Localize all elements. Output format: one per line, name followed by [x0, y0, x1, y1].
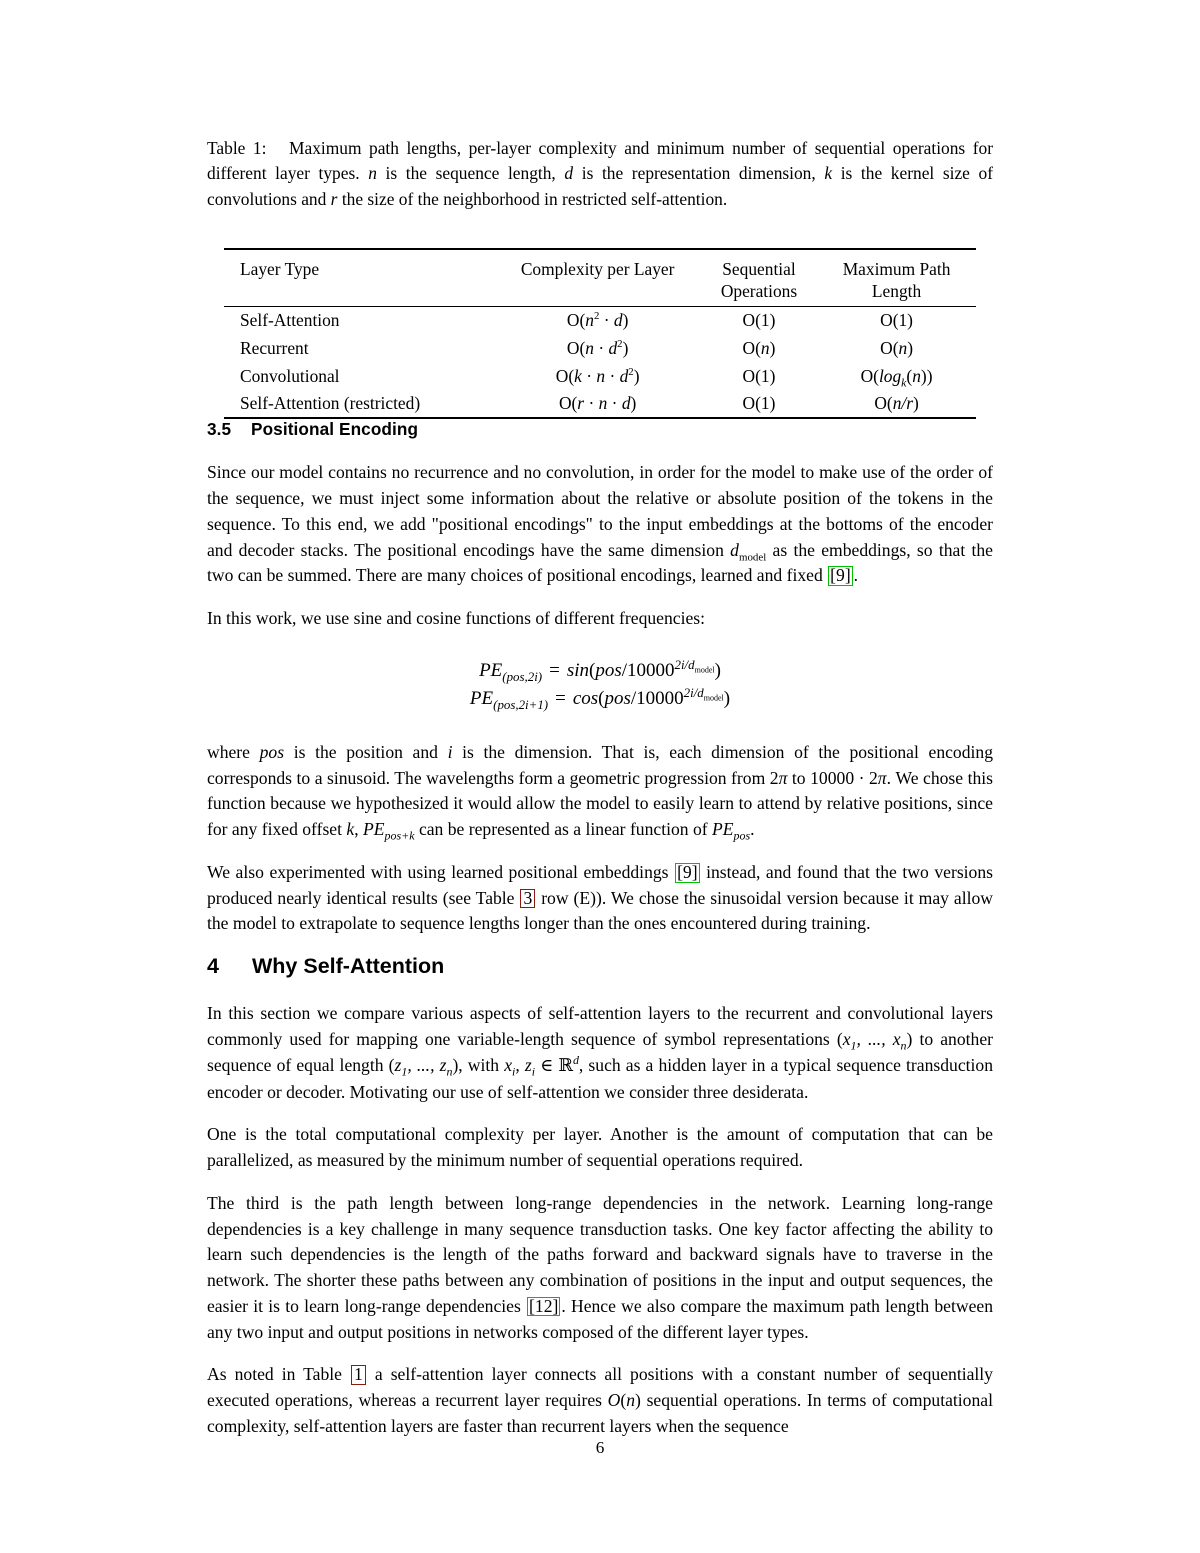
- para-text: .: [750, 819, 755, 840]
- para-text: One is the total computational complexity per layer. Another is the amount of computation that can be parallelized, as measured by the minimum number of sequential operations required.: [207, 1124, 993, 1171]
- table-header: [224, 249, 976, 306]
- table-1-caption: [207, 136, 993, 212]
- table-reference-number: 3: [523, 887, 533, 908]
- cell-sequential-ops: O(n): [742, 337, 776, 358]
- symbol-r: r: [330, 188, 338, 209]
- symbol-pe-pos-k: PE: [363, 819, 385, 840]
- para-text: ,: [354, 819, 359, 840]
- header-sequential-line1: Sequential: [722, 259, 796, 280]
- equation-pe-odd: $PE_{(pos,2i+1)} = \cos(pos/10000^{2i/d_{model}})$: [469, 684, 731, 712]
- symbol-z-sequence: ($z_1$, ..., $z_n$): [388, 1054, 459, 1079]
- table-1-wrapper: [207, 248, 993, 419]
- para-text: can be represented as a linear function of: [418, 819, 708, 840]
- cell-max-path-length: O(n/r): [874, 393, 919, 414]
- para-text: In this work, we use sine and cosine functions of different frequencies:: [207, 608, 706, 629]
- cell-sequential-ops: O(1): [742, 365, 776, 386]
- cell-complexity: $O(n^2 \cdot d)$: [566, 310, 629, 331]
- citation-number: 9: [836, 565, 845, 586]
- citation-number: 9: [682, 861, 692, 882]
- symbol-k-offset: k: [346, 819, 355, 840]
- heading-section-4: [207, 954, 993, 979]
- para-text: where: [207, 741, 250, 762]
- symbol-pos: pos: [259, 741, 285, 762]
- symbol-pe-pos: PE: [712, 819, 734, 840]
- para-text: is the dimension. That is, each dimension of the positional encoding corresponds to a sinusoid. The wavelengths form a geometric progression from: [207, 741, 993, 788]
- para-text: . We chose this function because we hypothesized it would allow the model to easily learn to attend by relative positions, since for any fixed offset: [207, 767, 994, 840]
- para-text: .: [853, 565, 859, 586]
- section-3-5-number: 3.5: [207, 419, 232, 440]
- symbol-i: i: [447, 741, 453, 762]
- symbol-2pi: 2π: [769, 767, 788, 788]
- table-caption-text-2: is the sequence length,: [385, 163, 556, 184]
- cell-sequential-ops: O(1): [742, 310, 776, 331]
- cell-layer-type: Self-Attention: [240, 310, 340, 331]
- table-caption-text-1: Maximum path lengths, per-layer complexity and minimum number of sequential operations for different layer types.: [207, 138, 994, 184]
- para-text: as the embeddings, so that the two can be summed. There are many choices of positional encodings, learned and fixed: [207, 539, 993, 586]
- symbol-pe-pos-sub: pos: [733, 828, 751, 843]
- symbol-10000-2pi: 10000 · 2π: [810, 767, 887, 788]
- header-layer-type: Layer Type: [240, 259, 320, 280]
- symbol-n: n: [368, 163, 377, 184]
- table-row: [224, 334, 976, 362]
- cell-complexity: $O(n \cdot d^2)$: [566, 337, 629, 358]
- cell-sequential-ops: O(1): [742, 393, 776, 414]
- para-text: to another sequence of equal length: [207, 1028, 993, 1075]
- para-text: row (E)). We chose the sinusoidal version because it may allow the model to extrapolate to sequence lengths longer than the ones encountered during training.: [207, 887, 993, 934]
- para-text: In this section we compare various aspects of self-attention layers to the recurrent and convolutional layers commonly used for mapping one variable-length sequence of symbol representations: [207, 1003, 993, 1049]
- cell-complexity: O(r · n · d): [558, 393, 637, 414]
- cell-max-path-length: O(1): [880, 310, 913, 331]
- para-text: to: [791, 767, 806, 788]
- citation-link-12[interactable]: [12]: [529, 1295, 559, 1316]
- para-text: instead, and found that the two versions produced nearly identical results (see Table: [207, 861, 993, 908]
- page-content: [207, 136, 993, 1440]
- heading-section-3-5: [207, 419, 993, 440]
- para-text: . Hence we also compare the maximum path length between any two input and output positions in networks composed of the different layer types.: [207, 1295, 993, 1342]
- para-text: , with: [458, 1054, 500, 1075]
- cell-layer-type: Recurrent: [240, 337, 309, 358]
- para-text: sequential operations. In terms of computational complexity, self-attention layers are faster than recurrent layers when the sequence: [207, 1390, 993, 1436]
- table-header-row: [224, 249, 976, 306]
- symbol-d: d: [564, 163, 574, 184]
- section-3-5-title: Positional Encoding: [251, 419, 419, 440]
- header-complexity-per-layer: Complexity per Layer: [520, 259, 675, 280]
- table-body: [224, 306, 976, 418]
- cell-complexity: $O(k \cdot n \cdot d^2)$: [555, 365, 640, 386]
- table-caption-text-3: is the representation dimension,: [581, 163, 816, 184]
- header-sequential-line2: Operations: [720, 281, 798, 302]
- cell-max-path-length: $O(\log_k(n))$: [860, 365, 933, 389]
- symbol-pe-pos-k-sub: pos+k: [384, 828, 415, 843]
- table-1: [224, 248, 976, 419]
- symbol-d-model-subscript: model: [738, 551, 767, 564]
- paragraph-section-4-intro: [207, 1001, 993, 1105]
- para-text: The third is the path length between long-range dependencies in the network. Learning long-range dependencies is a key challenge in many sequence transduction tasks. One key factor affecting the ability to learn such dependencies is the length of the paths forward and backward signals have to traverse in the network. The shorter these paths between any combination of positions in the input and output sequences, the easier it is to learn long-range dependencies: [207, 1192, 993, 1316]
- section-4-number: 4: [207, 954, 219, 979]
- table-caption-label: Table 1:: [207, 138, 267, 158]
- table-reference-link-1[interactable]: [351, 1365, 366, 1385]
- para-text: We also experimented with using learned positional embeddings: [207, 861, 669, 882]
- page-number: 6: [595, 1438, 605, 1457]
- header-sequential-operations: [701, 249, 817, 306]
- table-reference-link-3[interactable]: [520, 889, 535, 909]
- citation-number: 12: [534, 1295, 553, 1316]
- paragraph-path-length: [207, 1191, 993, 1346]
- para-text: Since our model contains no recurrence and no convolution, in order for the model to make use of the order of the sequence, we must inject some information about the relative or absolute position of the tokens in the sequence. To this end, we add "positional encodings" to the input embeddings at the bottoms of the encoder and decoder stacks. The positional encodings have the same dimension: [207, 462, 993, 560]
- symbol-k: k: [824, 163, 833, 184]
- paragraph-sine-cosine: [207, 606, 993, 632]
- symbol-x-sequence: ($x_1$, ..., $x_n$): [836, 1028, 913, 1053]
- cell-layer-type: Convolutional: [240, 365, 340, 386]
- symbol-d-model: d: [730, 539, 739, 560]
- paragraph-computational-complexity: [207, 1122, 993, 1174]
- paragraph-as-noted-in-table: [207, 1362, 993, 1439]
- cell-max-path-length: O(n): [880, 337, 913, 358]
- table-row: [224, 390, 976, 419]
- symbol-xi-zi-in-Rd: $x_i$, $z_i$ ∈ ℝ$^d$: [504, 1052, 579, 1079]
- paragraph-where-pos: [207, 740, 993, 843]
- para-text: a self-attention layer connects all positions with a constant number of sequentially executed operations, whereas a recurrent layer requires: [207, 1364, 993, 1411]
- table-caption-text-4: is the kernel size of convolutions and: [207, 163, 993, 209]
- paragraph-positional-encoding-intro: [207, 460, 993, 589]
- paragraph-learned-embeddings: [207, 860, 993, 937]
- equation-block-positional-encoding: [207, 656, 993, 712]
- table-reference-number: 1: [354, 1364, 363, 1385]
- citation-link-9[interactable]: [9]: [677, 861, 698, 882]
- section-4-title: Why Self-Attention: [252, 954, 445, 979]
- table-caption-text-5: the size of the neighborhood in restricted self-attention.: [341, 188, 728, 209]
- para-text: As noted in Table: [207, 1364, 342, 1385]
- symbol-O-n: O(n): [607, 1390, 641, 1411]
- citation-link-9[interactable]: [9]: [830, 565, 851, 586]
- cell-layer-type: Self-Attention (restricted): [240, 393, 421, 414]
- table-row: [224, 362, 976, 390]
- para-text: is the position and: [293, 741, 438, 762]
- para-text: , such as a hidden layer in a typical sequence transduction encoder or decoder. Motivating our use of self-attention we consider three desiderata.: [207, 1054, 994, 1102]
- table-row: [224, 306, 976, 334]
- header-maximum-path-length: Maximum Path Length: [842, 259, 951, 302]
- equation-pe-even: $PE_{(pos,2i)} = \sin(pos/10000^{2i/d_{model}})$: [479, 656, 721, 684]
